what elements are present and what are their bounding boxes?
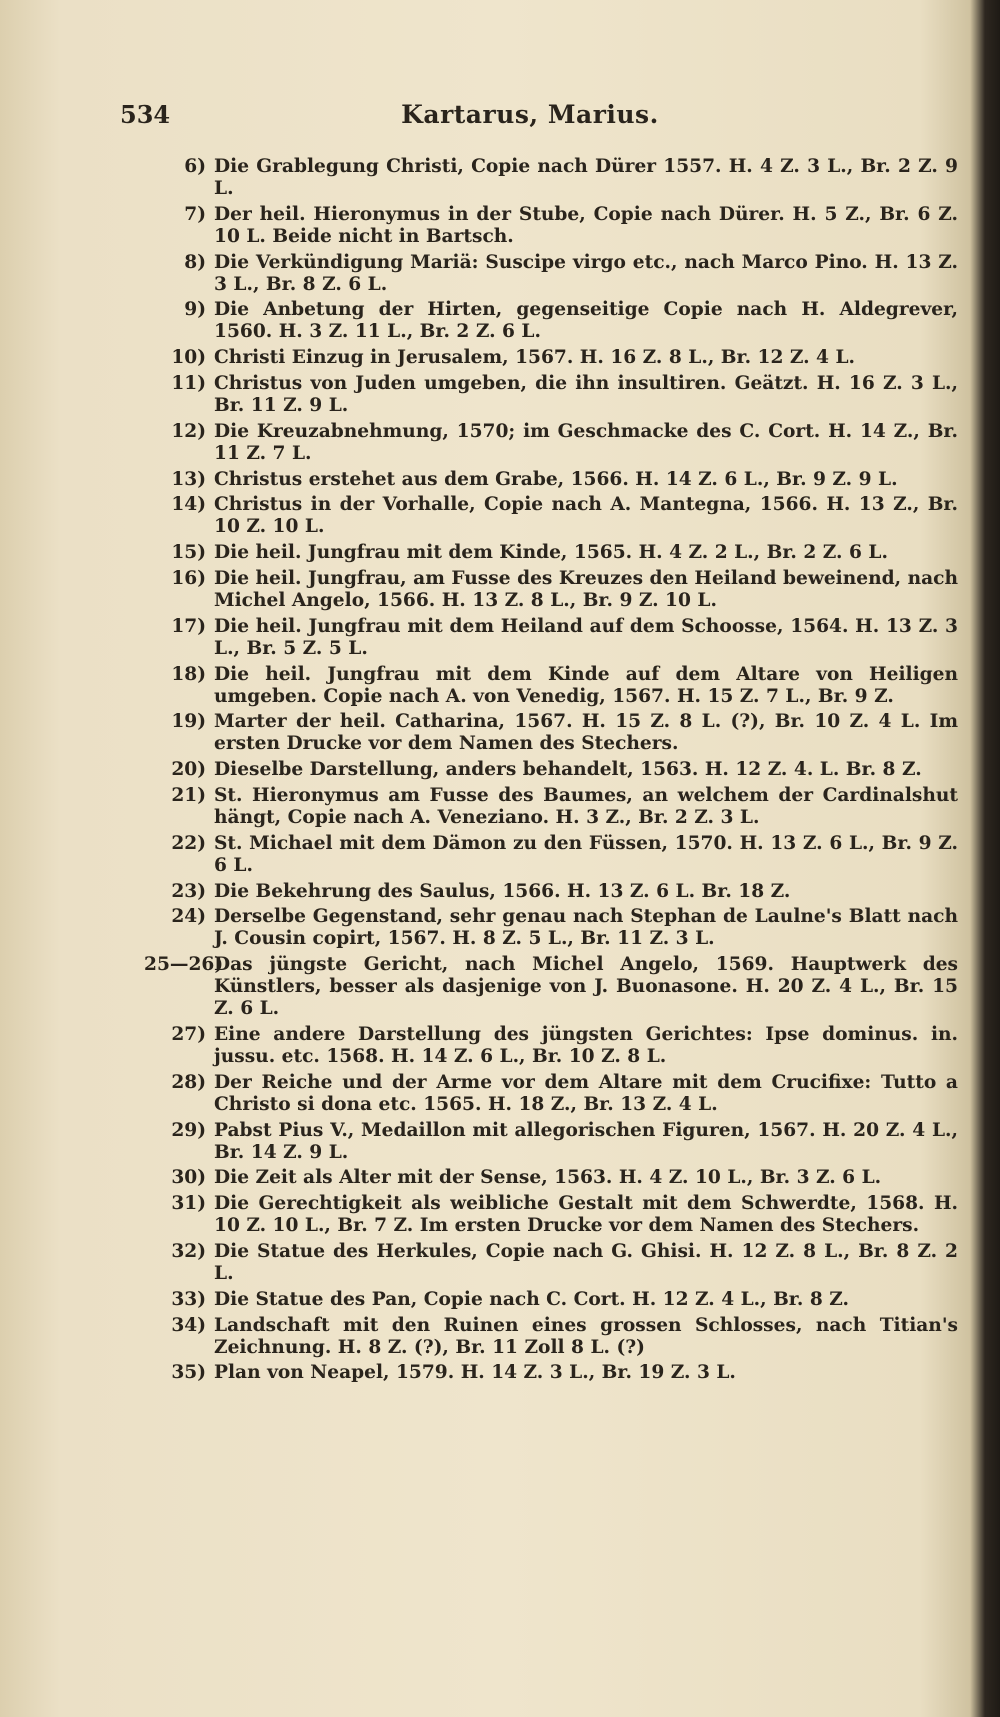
entry-number: 16) <box>171 567 206 589</box>
entry-number: 17) <box>171 615 206 637</box>
entry-number: 32) <box>171 1240 206 1262</box>
entry-text: St. Michael mit dem Dämon zu den Füssen, 1570. H. 13 Z. 6 L., Br. 9 Z. 6 L. <box>214 832 958 876</box>
entry-number: 11) <box>171 372 206 394</box>
catalog-entry <box>150 1120 958 1164</box>
entry-number: 33) <box>171 1288 206 1310</box>
entry-text: Die Bekehrung des Saulus, 1566. H. 13 Z. 6 L. Br. 18 Z. <box>214 880 791 902</box>
entry-text: Die Grablegung Christi, Copie nach Dürer 1557. H. 4 Z. 3 L., Br. 2 Z. 9 L. <box>214 156 958 199</box>
entry-text: Die Statue des Herkules, Copie nach G. Ghisi. H. 12 Z. 8 L., Br. 8 Z. 2 L. <box>214 1240 958 1284</box>
catalog-entry <box>150 664 958 708</box>
catalog-entry <box>150 881 958 903</box>
page-header <box>120 100 940 140</box>
catalog-entry <box>150 568 958 612</box>
catalog-entry <box>150 785 958 829</box>
catalog-entry <box>150 421 958 465</box>
entry-text: Dieselbe Darstellung, anders behandelt, 1563. H. 12 Z. 4. L. Br. 8 Z. <box>214 759 922 781</box>
catalog-entry <box>150 1289 958 1311</box>
entry-number: 12) <box>171 420 206 442</box>
entry-number: 9) <box>184 299 206 321</box>
entry-text: Die heil. Jungfrau mit dem Kinde auf dem Altare von Heiligen umgeben. Copie nach A. von Venedig, 1567. H. 15 Z. 7 L., Br. 9 Z. <box>214 663 958 707</box>
catalog-entry <box>150 1167 958 1189</box>
catalog-entry <box>150 1024 958 1068</box>
catalog-entry <box>150 542 958 564</box>
entry-number: 13) <box>171 468 206 490</box>
catalog-entry <box>150 252 958 296</box>
catalog-entry <box>150 1362 958 1384</box>
entry-number: 15) <box>171 542 206 564</box>
catalog-entry <box>150 711 958 755</box>
entry-number: 35) <box>171 1362 206 1384</box>
entry-text: St. Hieronymus am Fusse des Baumes, an welchem der Cardinalshut hängt, Copie nach A. Veneziano. H. 3 Z., Br. 2 Z. 3 L. <box>214 784 958 828</box>
entry-text: Eine andere Darstellung des jüngsten Gerichtes: Ipse dominus. in. jussu. etc. 1568. H. 14 Z. 6 L., Br. 10 Z. 8 L. <box>214 1023 958 1067</box>
entry-number: 23) <box>171 880 206 902</box>
entry-number: 30) <box>171 1167 206 1189</box>
catalog-entry <box>150 1315 958 1359</box>
entry-number: 10) <box>171 347 206 369</box>
entry-number: 24) <box>171 906 206 928</box>
entry-number: 18) <box>171 663 206 685</box>
catalog-entry <box>150 204 958 248</box>
catalog-entry <box>144 954 958 1020</box>
entry-number: 14) <box>171 494 206 516</box>
entry-number: 19) <box>171 711 206 733</box>
entry-text: Die heil. Jungfrau mit dem Kinde, 1565. H. 4 Z. 2 L., Br. 2 Z. 6 L. <box>214 542 888 564</box>
entry-text: Der heil. Hieronymus in der Stube, Copie nach Dürer. H. 5 Z., Br. 6 Z. 10 L. Beide nicht in Bartsch. <box>214 203 958 247</box>
entry-text: Landschaft mit den Ruinen eines grossen Schlosses, nach Titian's Zeichnung. H. 8 Z. (?), Br. 11 Zoll 8 L. (?) <box>214 1314 958 1358</box>
catalog-entry <box>150 616 958 660</box>
entry-text: Die heil. Jungfrau, am Fusse des Kreuzes den Heiland beweinend, nach Michel Angelo, 1566. H. 13 Z. 8 L., Br. 9 Z. 10 L. <box>214 567 958 611</box>
catalog-entry <box>150 1193 958 1237</box>
catalog-entries <box>144 156 958 1388</box>
entry-text: Christi Einzug in Jerusalem, 1567. H. 16 Z. 8 L., Br. 12 Z. 4 L. <box>214 347 856 369</box>
entry-number: 7) <box>184 203 206 225</box>
entry-text: Die Verkündigung Mariä: Suscipe virgo etc., nach Marco Pino. H. 13 Z. 3 L., Br. 8 Z. 6 L. <box>214 251 958 295</box>
entry-number: 31) <box>171 1193 206 1215</box>
entry-text: Plan von Neapel, 1579. H. 14 Z. 3 L., Br. 19 Z. 3 L. <box>214 1362 736 1384</box>
catalog-entry <box>150 156 958 200</box>
entry-text: Die heil. Jungfrau mit dem Heiland auf dem Schoosse, 1564. H. 13 Z. 3 L., Br. 5 Z. 5 L. <box>214 615 958 659</box>
entry-text: Christus in der Vorhalle, Copie nach A. Mantegna, 1566. H. 13 Z., Br. 10 Z. 10 L. <box>214 494 958 538</box>
entry-number: 27) <box>171 1023 206 1045</box>
entry-text: Das jüngste Gericht, nach Michel Angelo, 1569. Hauptwerk des Künstlers, besser als dasjenige von J. Buonasone. H. 20 Z. 4 L., Br. 15 Z. 6 L. <box>214 954 958 1020</box>
running-title: Kartarus, Marius. <box>401 100 659 129</box>
entry-text: Christus erstehet aus dem Grabe, 1566. H. 14 Z. 6 L., Br. 9 Z. 9 L. <box>214 468 898 490</box>
entry-text: Die Gerechtigkeit als weibliche Gestalt mit dem Schwerdte, 1568. H. 10 Z. 10 L., Br. 7 Z. Im ersten Drucke vor dem Namen des Stechers. <box>214 1193 958 1237</box>
entry-text: Derselbe Gegenstand, sehr genau nach Stephan de Laulne's Blatt nach J. Cousin copirt, 1567. H. 8 Z. 5 L., Br. 11 Z. 3 L. <box>214 906 958 950</box>
catalog-entry <box>150 469 958 491</box>
entry-number: 25—26) <box>144 954 224 976</box>
entry-text: Die Kreuzabnehmung, 1570; im Geschmacke des C. Cort. H. 14 Z., Br. 11 Z. 7 L. <box>214 420 958 464</box>
entry-text: Die Zeit als Alter mit der Sense, 1563. H. 4 Z. 10 L., Br. 3 Z. 6 L. <box>214 1167 882 1189</box>
entry-number: 22) <box>171 832 206 854</box>
entry-number: 6) <box>184 156 206 177</box>
entry-text: Pabst Pius V., Medaillon mit allegorischen Figuren, 1567. H. 20 Z. 4 L., Br. 14 Z. 9 L. <box>214 1119 958 1163</box>
entry-text: Die Statue des Pan, Copie nach C. Cort. H. 12 Z. 4 L., Br. 8 Z. <box>214 1288 849 1310</box>
catalog-entry <box>150 373 958 417</box>
catalog-entry <box>150 906 958 950</box>
catalog-entry <box>150 833 958 877</box>
entry-number: 8) <box>184 251 206 273</box>
entry-text: Die Anbetung der Hirten, gegenseitige Copie nach H. Aldegrever, 1560. H. 3 Z. 11 L., Br. 2 Z. 6 L. <box>214 299 958 343</box>
entry-number: 29) <box>171 1119 206 1141</box>
entry-text: Der Reiche und der Arme vor dem Altare mit dem Crucifixe: Tutto a Christo si dona etc. 1565. H. 18 Z., Br. 13 Z. 4 L. <box>214 1071 958 1115</box>
catalog-entry <box>150 494 958 538</box>
catalog-entry <box>150 347 958 369</box>
entry-text: Christus von Juden umgeben, die ihn insultiren. Geätzt. H. 16 Z. 3 L., Br. 11 Z. 9 L. <box>214 372 958 416</box>
catalog-entry <box>150 759 958 781</box>
entry-number: 20) <box>171 759 206 781</box>
entry-number: 34) <box>171 1314 206 1336</box>
entry-number: 21) <box>171 784 206 806</box>
catalog-entry <box>150 1072 958 1116</box>
catalog-entry <box>150 1241 958 1285</box>
page-number: 534 <box>120 100 171 129</box>
entry-number: 28) <box>171 1071 206 1093</box>
catalog-entry <box>150 299 958 343</box>
entry-text: Marter der heil. Catharina, 1567. H. 15 Z. 8 L. (?), Br. 10 Z. 4 L. Im ersten Drucke vor dem Namen des Stechers. <box>214 711 958 755</box>
